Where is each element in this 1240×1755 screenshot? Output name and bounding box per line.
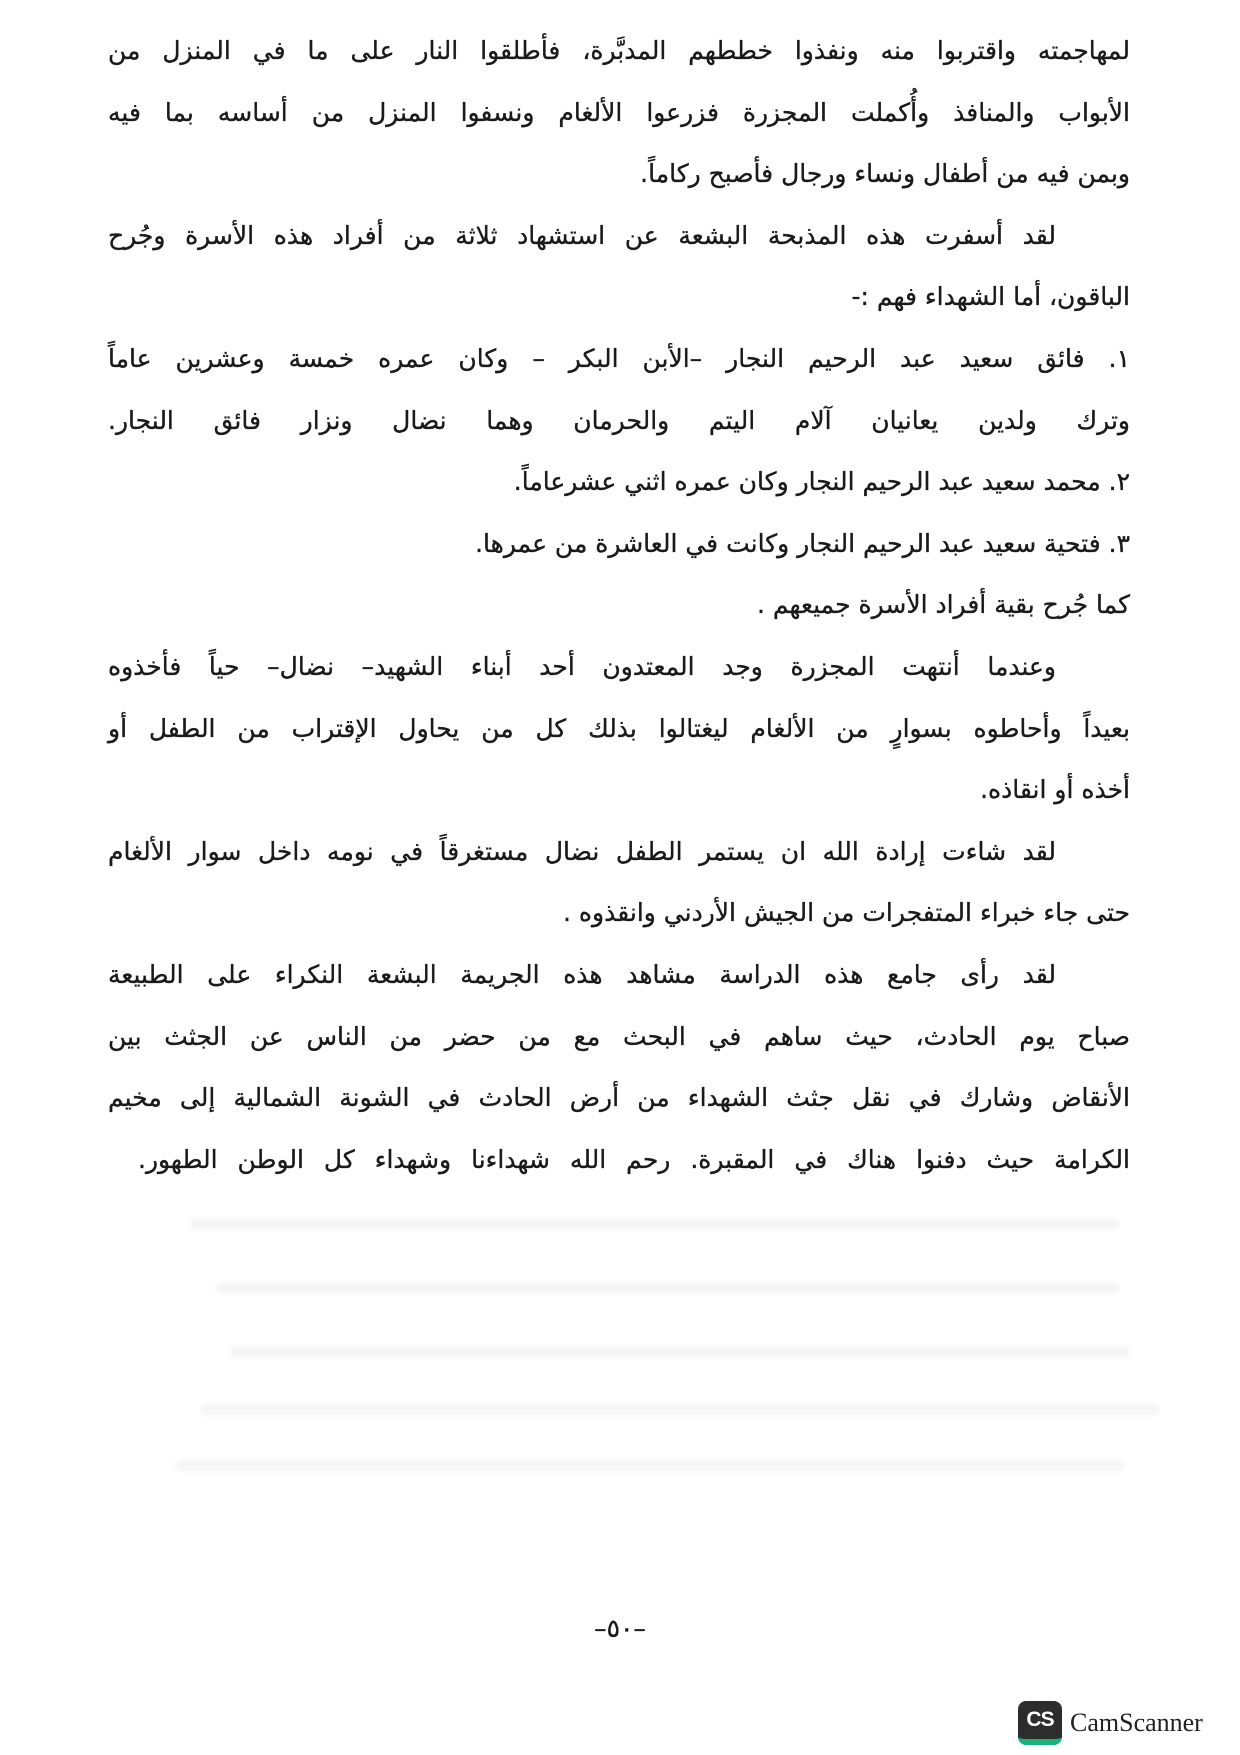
opening-paragraph-line-2 <box>108 82 1130 144</box>
line-text: الكرامة حيث دفنوا هناك في المقبرة. رحم الله شهداءنا وشهداء كل الوطن الطهور. <box>138 1144 1130 1174</box>
line-text: الأنقاض وشارك في نقل جثث الشهداء من أرض الحادث في الشونة الشمالية إلى مخيم <box>108 1083 1130 1113</box>
line-text: الباقون، أما الشهداء فهم :- <box>851 282 1130 312</box>
line-text: الأبواب والمنافذ وأُكملت المجزرة فزرعوا الألغام ونسفوا المنزل من أساسه بما فيه <box>108 97 1130 127</box>
martyrs-list-item-1 <box>108 328 1130 451</box>
line-text: بعيداً وأحاطوه بسوارٍ من الألغام ليغتالوا بذلك كل من يحاول الإقتراب من الطفل أو <box>108 713 1130 743</box>
witness-paragraph-line-3 <box>108 1067 1130 1129</box>
line-text: ٢. محمد سعيد عبد الرحيم النجار وكان عمره اثني عشرعاماً. <box>513 467 1130 497</box>
line-text: أخذه أو انقاذه. <box>980 775 1130 805</box>
page-text-body <box>108 20 1130 1190</box>
camscanner-logo-icon: CS <box>1018 1701 1062 1745</box>
witness-paragraph-line-4 <box>138 1129 1130 1191</box>
rescue-paragraph-line-3 <box>108 759 1130 821</box>
casualties-paragraph-line-1 <box>108 205 1130 267</box>
injured-note-line-1 <box>108 574 1130 636</box>
line-text: كما جُرح بقية أفراد الأسرة جميعهم . <box>756 590 1130 620</box>
bleed-through-smudge <box>190 1218 1120 1230</box>
martyrs-list-item-2 <box>108 451 1130 513</box>
opening-paragraph-line-3 <box>108 143 1130 205</box>
camscanner-label: CamScanner <box>1070 1708 1203 1737</box>
line-text: ٣. فتحية سعيد عبد الرحيم النجار وكانت في العاشرة من عمرها. <box>475 528 1130 558</box>
line-text: لقد شاءت إرادة الله ان يستمر الطفل نضال مستغرقاً في نومه داخل سوار الألغام <box>108 836 1056 866</box>
rescue-paragraph <box>108 636 1130 821</box>
opening-paragraph-line-1 <box>108 20 1130 82</box>
page-number: –٥٠– <box>594 1614 646 1643</box>
martyrs-list-item-1-line-2 <box>108 390 1130 452</box>
casualties-paragraph <box>108 205 1130 328</box>
line-text: لمهاجمته واقتربوا منه ونفذوا خططهم المدبَّرة، فأطلقوا النار على ما في المنزل من <box>108 36 1130 65</box>
survival-paragraph <box>108 821 1130 944</box>
martyrs-list-item-1-line-1 <box>108 328 1130 390</box>
opening-paragraph <box>108 20 1130 205</box>
martyrs-list-item-3 <box>108 513 1130 575</box>
witness-paragraph-line-2 <box>108 1006 1130 1068</box>
martyrs-list-item-3-line-1 <box>108 513 1130 575</box>
line-text: لقد أسفرت هذه المذبحة البشعة عن استشهاد ثلاثة من أفراد هذه الأسرة وجُرح <box>108 220 1056 250</box>
camscanner-watermark <box>1018 1700 1203 1746</box>
survival-paragraph-line-2 <box>108 882 1130 944</box>
line-text: وعندما أنتهت المجزرة وجد المعتدون أحد أبناء الشهيد– نضال– حياً فأخذوه <box>108 651 1056 681</box>
line-text: صباح يوم الحادث، حيث ساهم في البحث مع من حضر من الناس عن الجثث بين <box>108 1021 1130 1051</box>
witness-paragraph <box>108 944 1130 1190</box>
martyrs-list <box>108 328 1130 574</box>
line-text: لقد رأى جامع هذه الدراسة مشاهد هذه الجريمة البشعة النكراء على الطبيعة <box>108 959 1056 989</box>
bleed-through-smudge <box>200 1404 1160 1416</box>
rescue-paragraph-line-1 <box>108 636 1130 698</box>
line-text: ١. فائق سعيد عبد الرحيم النجار –الأبن البكر – وكان عمره خمسة وعشرين عاماً <box>108 343 1130 373</box>
casualties-paragraph-line-2 <box>108 266 1130 328</box>
injured-note <box>108 574 1130 636</box>
bleed-through-smudge <box>215 1282 1120 1294</box>
line-text: حتى جاء خبراء المتفجرات من الجيش الأردني وانقذوه . <box>563 898 1130 928</box>
bleed-through-smudge <box>175 1460 1125 1472</box>
bleed-through-smudge <box>230 1346 1130 1358</box>
rescue-paragraph-line-2 <box>108 698 1130 760</box>
survival-paragraph-line-1 <box>108 821 1130 883</box>
witness-paragraph-line-1 <box>108 944 1130 1006</box>
martyrs-list-item-2-line-1 <box>108 451 1130 513</box>
line-text: وبمن فيه من أطفال ونساء ورجال فأصبح ركاماً. <box>640 159 1130 189</box>
line-text: وترك ولدين يعانيان آلام اليتم والحرمان وهما نضال ونزار فائق النجار. <box>108 405 1130 435</box>
